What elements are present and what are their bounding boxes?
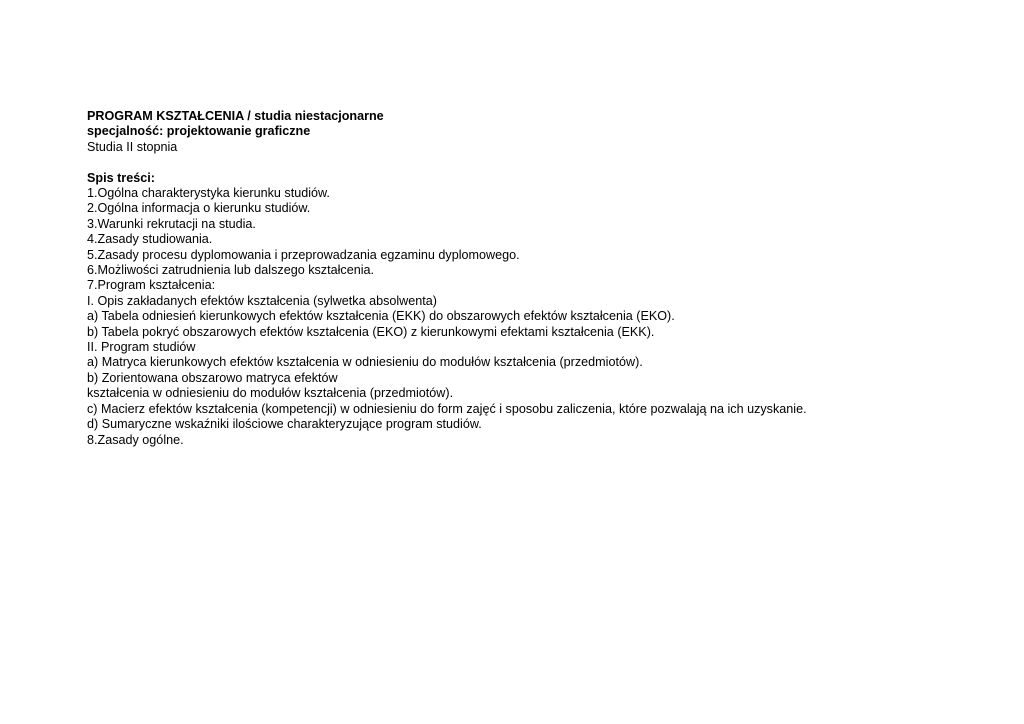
toc-item: I. Opis zakładanych efektów kształcenia (sylwetka absolwenta)	[87, 293, 437, 308]
toc-item: 5.Zasady procesu dyplomowania i przeprowadzania egzaminu dyplomowego.	[87, 247, 520, 262]
toc-item: d) Sumaryczne wskaźniki ilościowe charakteryzujące program studiów.	[87, 417, 482, 432]
toc-item: 7.Program kształcenia:	[87, 278, 216, 293]
toc-item: c) Macierz efektów kształcenia (kompetencji) w odniesieniu do form zajęć i sposobu zaliczenia, które pozwalają na ich uzyskanie.	[87, 401, 807, 416]
toc-item: 4.Zasady studiowania.	[87, 232, 213, 247]
toc-item: 6.Możliwości zatrudnienia lub dalszego kształcenia.	[87, 263, 375, 278]
toc-item: a) Matryca kierunkowych efektów kształcenia w odniesieniu do modułów kształcenia (przedmiotów).	[87, 355, 643, 370]
specialty-line: specjalność: projektowanie graficzne	[87, 124, 311, 139]
study-level-line: Studia II stopnia	[87, 139, 178, 154]
toc-item: b) Zorientowana obszarowo matryca efektów	[87, 370, 338, 385]
toc-item: 1.Ogólna charakterystyka kierunku studiów.	[87, 186, 330, 201]
document-content	[87, 109, 987, 448]
toc-heading: Spis treści:	[87, 170, 155, 185]
toc-item: 2.Ogólna informacja o kierunku studiów.	[87, 201, 311, 216]
toc-item: b) Tabela pokryć obszarowych efektów kształcenia (EKO) z kierunkowymi efektami kształcenia (EKK).	[87, 324, 655, 339]
toc-item: a) Tabela odniesień kierunkowych efektów kształcenia (EKK) do obszarowych efektów kształcenia (EKO).	[87, 309, 675, 324]
toc-item: 8.Zasady ogólne.	[87, 432, 184, 447]
toc-item: 3.Warunki rekrutacji na studia.	[87, 216, 256, 231]
spacer	[87, 155, 987, 170]
toc-list	[87, 186, 987, 448]
document-title: PROGRAM KSZTAŁCENIA / studia niestacjonarne	[87, 109, 384, 123]
toc-item: kształcenia w odniesieniu do modułów kształcenia (przedmiotów).	[87, 386, 454, 401]
toc-item: II. Program studiów	[87, 340, 196, 355]
